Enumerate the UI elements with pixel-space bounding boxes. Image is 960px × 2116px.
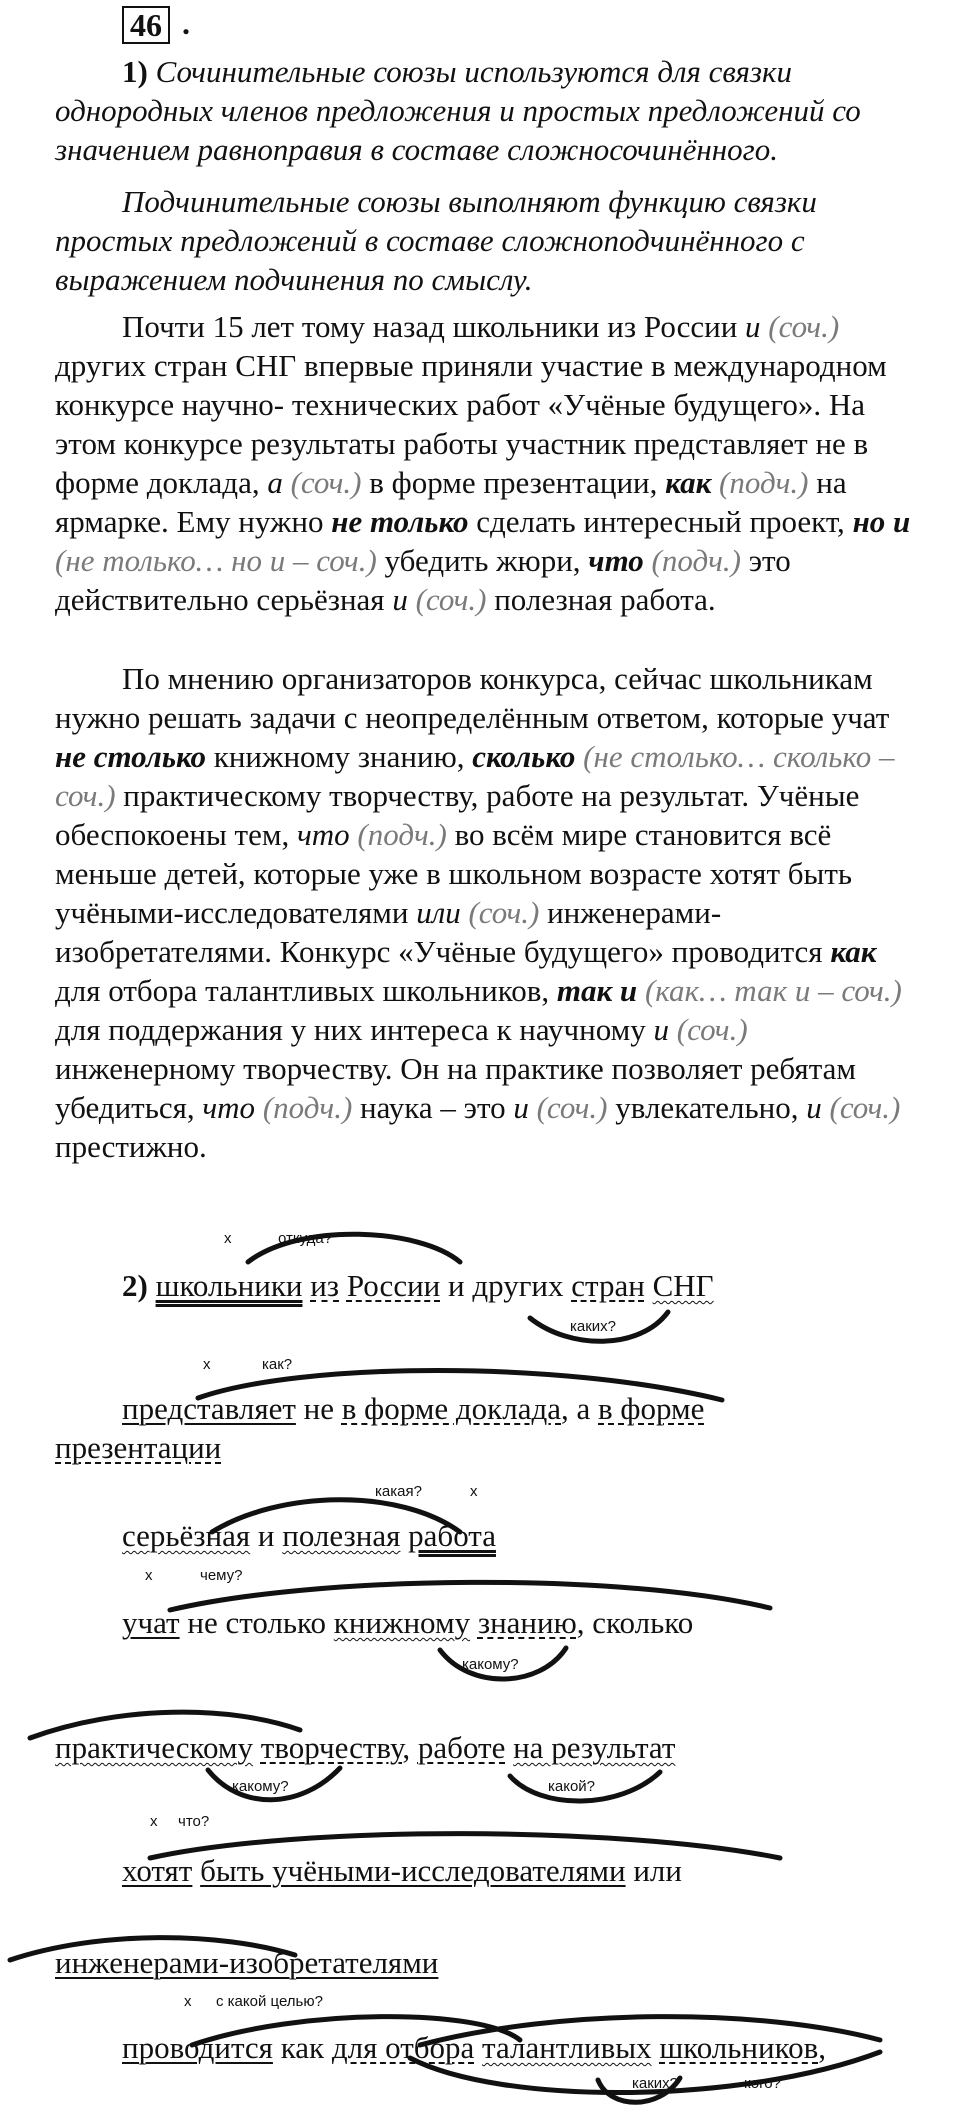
text-span: на ярмарке. Ему нужно bbox=[55, 465, 847, 539]
word: учат bbox=[122, 1605, 180, 1640]
conjunction-note: (соч.) bbox=[768, 309, 840, 344]
word: серьёзная bbox=[122, 1518, 251, 1553]
question-mark-x: х bbox=[150, 1813, 158, 1830]
conjunction-note: (соч.) bbox=[829, 1090, 901, 1125]
conjunction: как bbox=[665, 465, 712, 500]
conjunction-note: (подч.) bbox=[357, 817, 447, 852]
conjunction: что bbox=[588, 543, 644, 578]
question-label: откуда? bbox=[278, 1230, 333, 1247]
exercise-number-dot: . bbox=[182, 5, 190, 41]
word: , а bbox=[561, 1391, 599, 1426]
example-3 bbox=[55, 1516, 935, 1555]
conjunction: что bbox=[202, 1090, 256, 1125]
conjunction: и bbox=[806, 1090, 822, 1125]
word: СНГ bbox=[652, 1268, 714, 1303]
word: работе bbox=[417, 1730, 506, 1765]
conjunction-note: (не столько… сколько – соч.) bbox=[55, 739, 895, 813]
question-mark-x: х bbox=[224, 1230, 232, 1247]
text-span: престижно. bbox=[55, 1129, 207, 1164]
word: быть учёными-исследователями bbox=[200, 1853, 626, 1888]
example-2 bbox=[55, 1389, 935, 1467]
text-span: в форме презентации, bbox=[361, 465, 666, 500]
question-label: каких? bbox=[570, 1318, 617, 1335]
text-span: По мнению организаторов конкурса, сейчас школьникам нужно решать задачи с неопределённым ответом, которые учат bbox=[55, 661, 890, 735]
word: книжному bbox=[333, 1605, 471, 1640]
example-4 bbox=[55, 1603, 935, 1642]
text-span: для поддержания у них интереса к научному bbox=[55, 1012, 654, 1047]
text-span: других стран СНГ впервые приняли участие в международном конкурсе научно- технических работ «Учёные будущего». На этом конкурсе результаты работы участник представляет не в форме доклада, bbox=[55, 348, 887, 500]
word: презентации bbox=[55, 1430, 222, 1465]
conjunction: или bbox=[416, 895, 461, 930]
word: талантливых bbox=[482, 2030, 652, 2065]
word: для отбора bbox=[331, 2030, 475, 2065]
example-7 bbox=[55, 1943, 935, 1982]
conjunction-note: (соч.) bbox=[676, 1012, 748, 1047]
conjunction: сколько bbox=[472, 739, 576, 774]
conjunction: как bbox=[830, 934, 877, 969]
word: работа bbox=[408, 1518, 496, 1553]
word: как bbox=[272, 2030, 332, 2065]
word: стран bbox=[571, 1268, 645, 1303]
conjunction-note: (подч.) bbox=[651, 543, 741, 578]
text-span: инженерами-изобретателями. Конкурс «Учёные будущего» проводится bbox=[55, 895, 831, 969]
word: творчеству bbox=[260, 1730, 403, 1765]
conjunction: и bbox=[513, 1090, 529, 1125]
word: , bbox=[402, 1730, 418, 1765]
example-8 bbox=[55, 2028, 935, 2067]
conjunction: и bbox=[392, 582, 408, 617]
conjunction-note: (соч.) bbox=[290, 465, 362, 500]
part-1-marker: 1) bbox=[122, 54, 148, 89]
conjunction-note: (подч.) bbox=[262, 1090, 353, 1125]
conjunction: а bbox=[267, 465, 283, 500]
question-label: с какой целью? bbox=[216, 1993, 323, 2010]
word: проводится bbox=[122, 2030, 273, 2065]
conjunction-note: (как… так и – соч.) bbox=[644, 973, 902, 1008]
question-mark-x: х bbox=[145, 1567, 153, 1584]
word: представляет bbox=[122, 1391, 296, 1426]
word: или bbox=[625, 1853, 682, 1888]
example-6 bbox=[55, 1851, 935, 1890]
conjunction-note: (соч.) bbox=[536, 1090, 608, 1125]
example-1 bbox=[122, 1266, 960, 1305]
conjunction: но и bbox=[852, 504, 911, 539]
word: в форме доклада bbox=[341, 1391, 562, 1426]
word: из bbox=[310, 1268, 340, 1303]
conjunction: что bbox=[296, 817, 350, 852]
part-2-marker: 2) bbox=[122, 1268, 148, 1303]
word: инженерами-изобретателями bbox=[55, 1945, 439, 1980]
question-label: что? bbox=[178, 1813, 210, 1830]
text-span: убедить жюри, bbox=[376, 543, 589, 578]
conjunction: так и bbox=[556, 973, 638, 1008]
question-label: чему? bbox=[200, 1567, 243, 1584]
exercise-number: 46 bbox=[122, 6, 170, 44]
conjunction-note: (соч.) bbox=[468, 895, 540, 930]
conjunction-note: (подч.) bbox=[719, 465, 809, 500]
conjunction: не только bbox=[331, 504, 469, 539]
text-span: Почти 15 лет тому назад школьники из России bbox=[122, 309, 746, 344]
paragraph-1-text: Сочинительные союзы используются для связки однородных членов предложения и простых предложений со значением равноправия в составе сложносочинённого. bbox=[55, 54, 861, 167]
word: , bbox=[818, 2030, 826, 2065]
word: на результат bbox=[513, 1730, 676, 1765]
word: знанию bbox=[477, 1605, 577, 1640]
text-span: инженерному творчеству. Он на практике позволяет ребятам убедиться, bbox=[55, 1051, 856, 1125]
paragraph-2: Подчинительные союзы выполняют функцию связки простых предложений в составе сложноподчинённого с выражением подчинения по смыслу. bbox=[55, 184, 817, 297]
conjunction: и bbox=[653, 1012, 670, 1047]
text-span: книжному знанию, bbox=[206, 739, 473, 774]
word: полезная bbox=[282, 1518, 401, 1553]
word: не столько bbox=[179, 1605, 334, 1640]
conjunction: не столько bbox=[55, 739, 207, 774]
question-label: какая? bbox=[375, 1483, 422, 1500]
text-span: практическому творчеству, работе на результат. Учёные обеспокоены тем, bbox=[55, 778, 860, 852]
text-span: это действительно серьёзная bbox=[55, 543, 791, 617]
word: и других bbox=[440, 1268, 572, 1303]
question-label: как? bbox=[262, 1356, 293, 1373]
text-span: сделать интересный проект, bbox=[468, 504, 853, 539]
word: хотят bbox=[122, 1853, 193, 1888]
word: России bbox=[346, 1268, 441, 1303]
example-5 bbox=[55, 1728, 935, 1767]
word: не bbox=[295, 1391, 342, 1426]
text-span: полезная работа. bbox=[486, 582, 716, 617]
text-span: во всём мире становится всё меньше детей, которые уже в школьном возрасте хотят быть учёными-исследователями bbox=[55, 817, 853, 930]
question-mark-x: х bbox=[470, 1483, 478, 1500]
word: практическому bbox=[55, 1730, 254, 1765]
word: в форме bbox=[598, 1391, 705, 1426]
text-span: для отбора талантливых школьников, bbox=[55, 973, 557, 1008]
question-label: какой? bbox=[548, 1778, 596, 1795]
question-mark-x: х bbox=[184, 1993, 192, 2010]
question-label: какому? bbox=[462, 1656, 519, 1673]
text-span: увлекательно, bbox=[607, 1090, 807, 1125]
word: и bbox=[250, 1518, 283, 1553]
word: , сколько bbox=[576, 1605, 694, 1640]
word: школьников bbox=[659, 2030, 819, 2065]
text-span: наука – это bbox=[352, 1090, 514, 1125]
question-label: какому? bbox=[232, 1778, 289, 1795]
question-label: каких? bbox=[632, 2075, 679, 2092]
conjunction-note: (не только… но и – соч.) bbox=[55, 543, 377, 578]
conjunction: и bbox=[745, 309, 761, 344]
question-label: кого? bbox=[744, 2075, 781, 2092]
question-mark-x: х bbox=[203, 1356, 211, 1373]
word: школьники bbox=[155, 1268, 303, 1303]
conjunction-note: (соч.) bbox=[415, 582, 487, 617]
